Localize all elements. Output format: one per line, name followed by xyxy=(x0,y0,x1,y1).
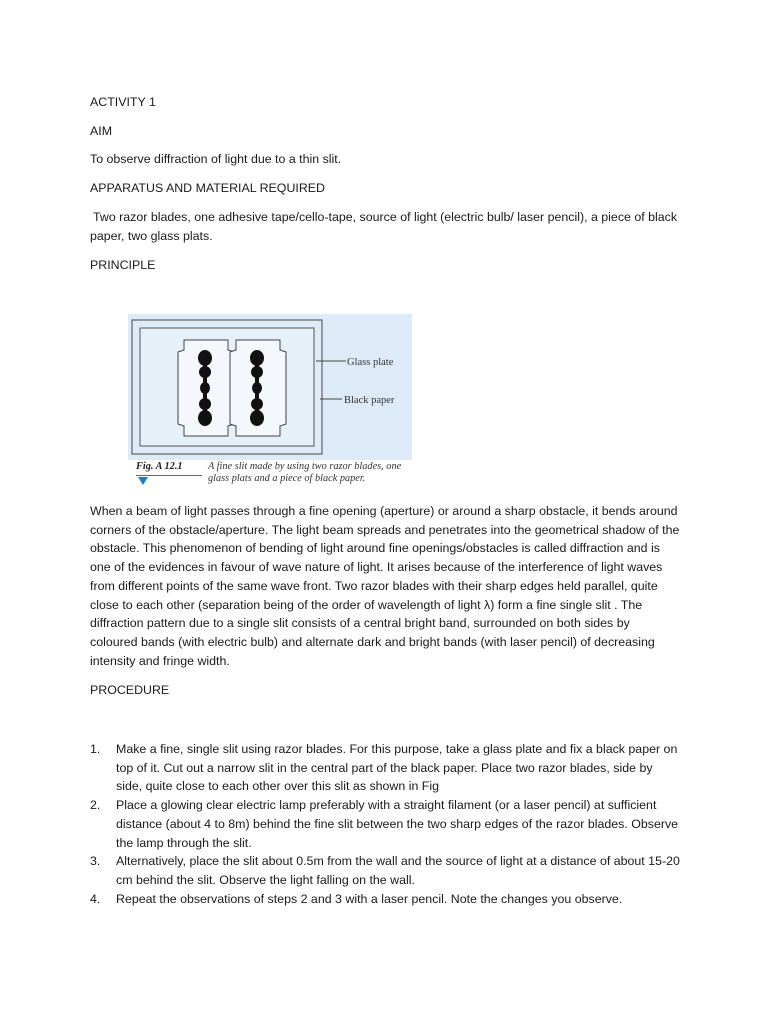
principle-text: When a beam of light passes through a fine opening (aperture) or around a sharp obstacle, it bends around corners of the obstacle/aperture. The light beam spreads and penetrates into the geometrical shadow of the obstacle. This phenomenon of bending of light around fine openings/obstacles is called diffraction and is one of the evidences in favour of wave nature of light. It arises because of the interference of light waves from different points of the same wave front. Two razor blades with their sharp edges held parallel, quite close to each other (separation being of the order of wavelength of light λ) form a fine single slit . The diffraction pattern due to a single slit consists of a central bright band, surrounded on both sides by coloured bands (with electric bulb) and alternate dark and bright bands (with laser pencil) of decreasing intensity and fringe width. xyxy=(90,504,680,668)
label-black-paper: Black paper xyxy=(344,395,395,406)
procedure-heading: PROCEDURE xyxy=(90,683,170,697)
procedure-item xyxy=(90,796,680,852)
figure-caption-text: A fine slit made by using two razor blades, one glass plats and a piece of black paper. xyxy=(208,461,402,484)
principle-heading: PRINCIPLE xyxy=(90,258,156,272)
activity-title: ACTIVITY 1 xyxy=(90,95,156,109)
caption-rule xyxy=(136,475,202,476)
procedure-text: Place a glowing clear electric lamp preferably with a straight filament (or a laser pencil) at sufficient distance (about 4 to 8m) behind the fine slit between the two sharp edges of the razor blades. Observe the lamp through the slit. xyxy=(116,798,679,850)
figure-number: Fig. A 12.1 xyxy=(136,461,183,472)
label-glass-plate: Glass plate xyxy=(347,357,394,368)
razor-slit-diagram xyxy=(128,314,412,460)
procedure-text: Repeat the observations of steps 2 and 3 with a laser pencil. Note the changes you observe. xyxy=(116,891,623,906)
procedure-item xyxy=(90,852,680,889)
procedure-number: 3. xyxy=(90,854,101,869)
aim-heading: AIM xyxy=(90,124,113,138)
procedure-number: 4. xyxy=(90,891,101,906)
procedure-item xyxy=(90,890,680,909)
aim-text: To observe diffraction of light due to a thin slit. xyxy=(90,152,342,166)
apparatus-heading: APPARATUS AND MATERIAL REQUIRED xyxy=(90,181,326,195)
caption-triangle-icon xyxy=(138,477,148,485)
procedure-number: 1. xyxy=(90,742,101,756)
procedure-number: 2. xyxy=(90,798,101,813)
figure-fine-slit xyxy=(128,314,412,500)
procedure-text: Alternatively, place the slit about 0.5m from the wall and the source of light at a distance of about 15-20 cm behind the slit. Observe the light falling on the wall. xyxy=(116,854,680,887)
procedure-list xyxy=(90,740,680,908)
apparatus-text: Two razor blades, one adhesive tape/cello-tape, source of light (electric bulb/ laser pencil), a piece of black paper, two glass plats. xyxy=(90,210,678,243)
figure-image xyxy=(128,314,412,460)
procedure-text: Make a fine, single slit using razor blades. For this purpose, take a glass plate and fix a black paper on top of it. Cut out a narrow slit in the central part of the black paper. Place two razor blades, side by side, quite close to each other over this slit as shown in Fig xyxy=(116,742,678,794)
procedure-item xyxy=(90,740,680,796)
